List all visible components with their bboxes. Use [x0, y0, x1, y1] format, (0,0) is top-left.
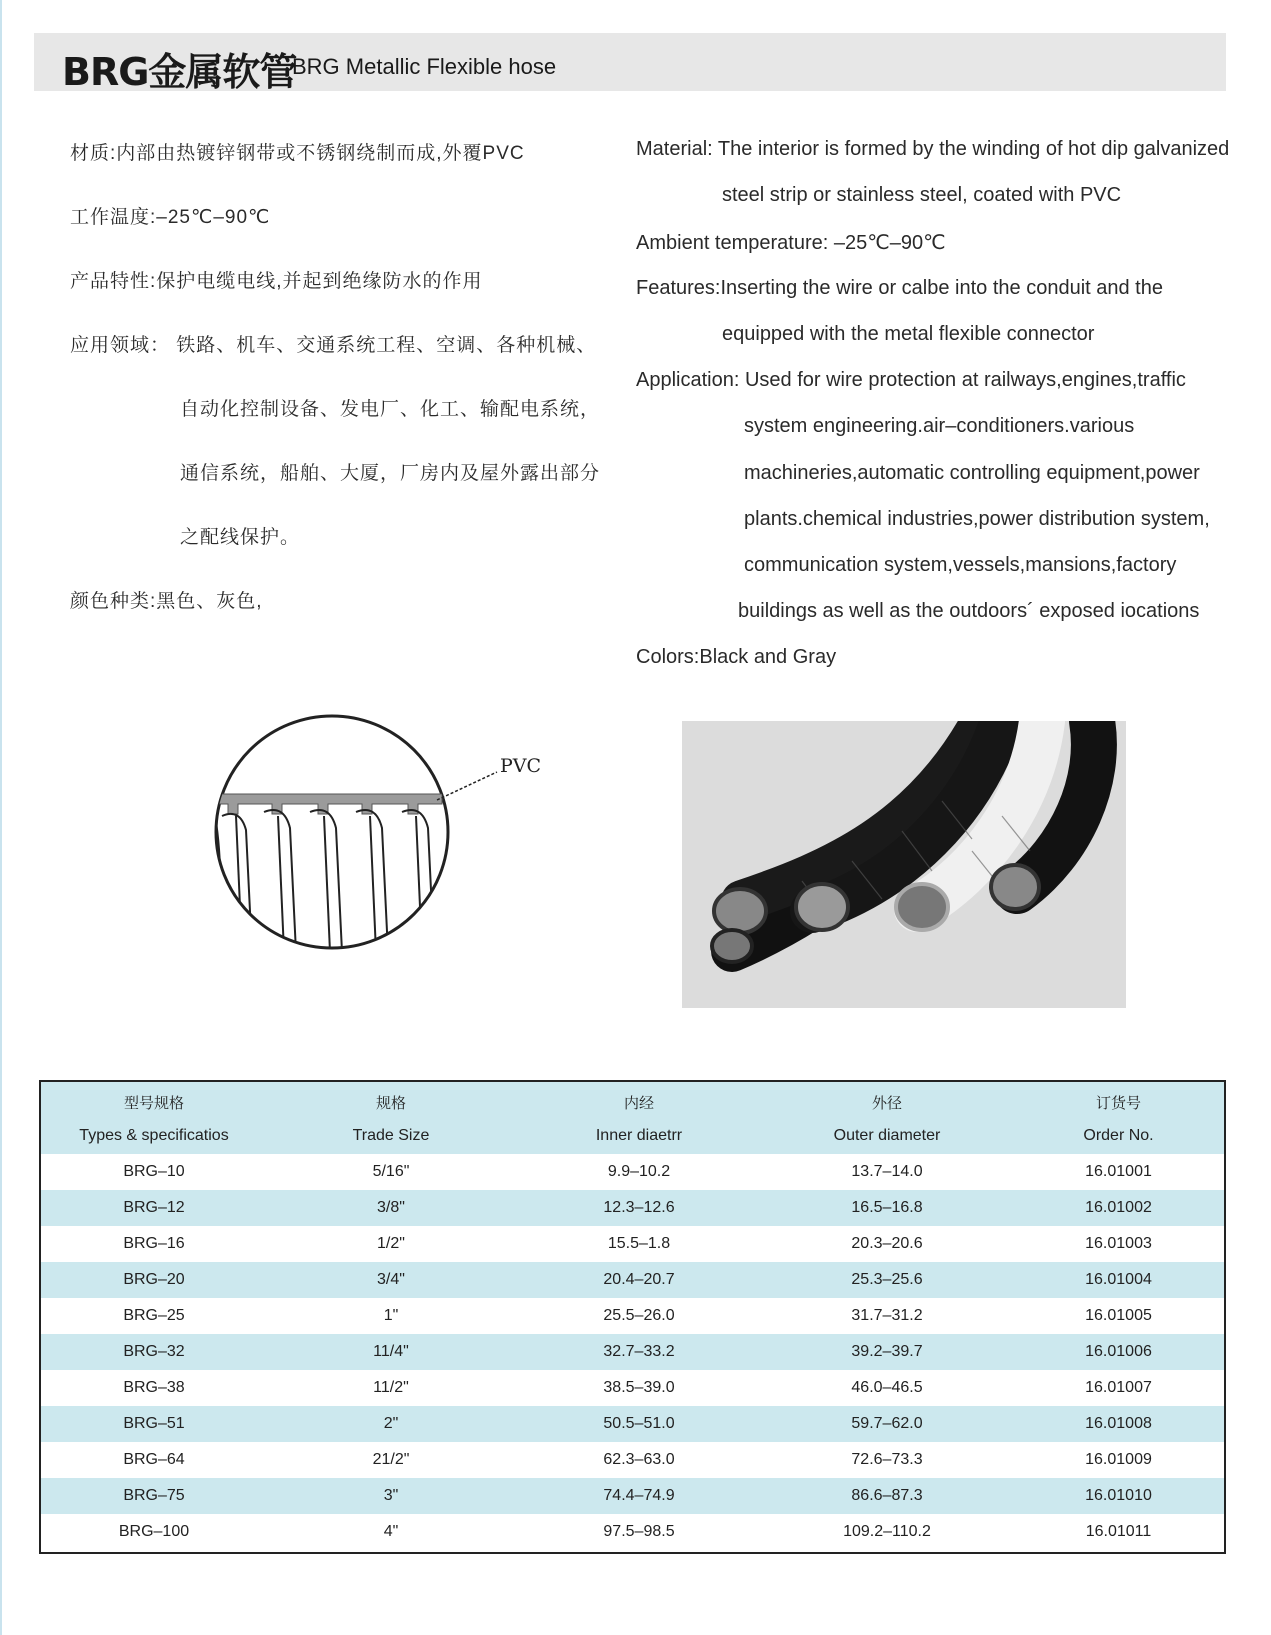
- table-row: [41, 1478, 1224, 1514]
- en-material: Material: The interior is formed by the winding of hot dip galvanized: [636, 138, 1230, 160]
- cell-order: 16.01008: [1085, 1415, 1152, 1432]
- title-banner: [34, 33, 1226, 94]
- cn-material: 材质:内部由热镀锌钢带或不锈钢绕制而成,外覆PVC: [70, 143, 525, 164]
- table-row: [41, 1190, 1224, 1226]
- en-material-cont: steel strip or stainless steel, coated with PVC: [722, 184, 1122, 206]
- cell-inner: 25.5–26.0: [603, 1307, 675, 1324]
- cell-order: 16.01005: [1085, 1307, 1152, 1324]
- table-row: [41, 1298, 1224, 1334]
- left-edge-rule: [0, 0, 2, 1635]
- page-title-cn: BRG金属软管: [62, 50, 297, 94]
- cell-type: BRG–16: [123, 1235, 185, 1252]
- cn-application: 应用领域： 铁路、机车、交通系统工程、空调、各种机械、: [70, 335, 597, 356]
- cell-trade-size: 2": [383, 1415, 399, 1432]
- cell-outer: 59.7–62.0: [851, 1415, 923, 1432]
- cell-order: 16.01004: [1085, 1271, 1152, 1288]
- cell-trade-size: 3/8": [377, 1199, 405, 1216]
- cn-application-cont: 通信系统，船舶、大厦，厂房内及屋外露出部分: [180, 463, 601, 484]
- cn-temperature: 工作温度:–25℃–90℃: [70, 207, 271, 228]
- en-colors: Colors:Black and Gray: [636, 646, 837, 668]
- cell-type: BRG–51: [123, 1415, 185, 1432]
- table-row: [41, 1154, 1224, 1190]
- table-row: [41, 1334, 1224, 1370]
- header-types-en: Types & specificatios: [79, 1127, 229, 1144]
- cell-inner: 20.4–20.7: [603, 1271, 675, 1288]
- cell-inner: 12.3–12.6: [603, 1199, 675, 1216]
- header-outer-en: Outer diameter: [833, 1127, 941, 1144]
- cell-inner: 32.7–33.2: [603, 1343, 675, 1360]
- cell-order: 16.01003: [1085, 1235, 1152, 1252]
- cell-trade-size: 1": [383, 1307, 399, 1324]
- cell-type: BRG–25: [123, 1307, 185, 1324]
- cell-type: BRG–100: [118, 1523, 190, 1540]
- pvc-label: PVC: [500, 755, 542, 777]
- cell-type: BRG–20: [123, 1271, 185, 1288]
- en-features-cont: equipped with the metal flexible connector: [722, 323, 1095, 345]
- cell-inner: 9.9–10.2: [607, 1163, 671, 1180]
- header-trade-size-cn: 规格: [375, 1094, 406, 1112]
- cell-outer: 109.2–110.2: [843, 1523, 931, 1540]
- header-order-en: Order No.: [1083, 1127, 1154, 1144]
- cell-outer: 31.7–31.2: [851, 1307, 923, 1324]
- header-order-cn: 订货号: [1095, 1094, 1141, 1112]
- cn-features: 产品特性:保护电缆电线,并起到绝缘防水的作用: [70, 271, 483, 292]
- cell-order: 16.01002: [1085, 1199, 1152, 1216]
- page-title-en: BRG Metallic Flexible hose: [292, 54, 557, 79]
- cell-outer: 72.6–73.3: [851, 1451, 923, 1468]
- en-temperature: Ambient temperature: –25℃–90℃: [636, 232, 946, 254]
- cell-order: 16.01001: [1085, 1163, 1152, 1180]
- en-application-cont: communication system,vessels,mansions,factory: [744, 554, 1177, 576]
- cell-outer: 25.3–25.6: [851, 1271, 923, 1288]
- cell-outer: 39.2–39.7: [851, 1343, 923, 1360]
- table-row: [41, 1262, 1224, 1298]
- cell-inner: 74.4–74.9: [603, 1487, 675, 1504]
- cell-trade-size: 3/4": [377, 1271, 405, 1288]
- hose-cross-section-diagram: [212, 712, 572, 952]
- table-header: [41, 1082, 1224, 1154]
- en-application-cont: system engineering.air–conditioners.various: [744, 415, 1135, 437]
- cell-outer: 20.3–20.6: [851, 1235, 923, 1252]
- cell-order: 16.01007: [1085, 1379, 1152, 1396]
- table-row: [41, 1442, 1224, 1478]
- cell-trade-size: 11/2": [373, 1379, 409, 1396]
- table-row: [41, 1226, 1224, 1262]
- cell-trade-size: 3": [383, 1487, 399, 1504]
- header-types-cn: 型号规格: [123, 1094, 184, 1112]
- en-application: Application: Used for wire protection at railways,engines,traffic: [636, 369, 1186, 391]
- cell-type: BRG–38: [123, 1379, 185, 1396]
- product-photo: [682, 721, 1126, 1008]
- cell-type: BRG–64: [123, 1451, 185, 1468]
- header-trade-size-en: Trade Size: [352, 1127, 430, 1144]
- cell-type: BRG–32: [123, 1343, 185, 1360]
- cell-outer: 13.7–14.0: [851, 1163, 923, 1180]
- en-application-cont: plants.chemical industries,power distribution system,: [744, 508, 1210, 530]
- cell-inner: 97.5–98.5: [603, 1523, 675, 1540]
- cell-type: BRG–10: [123, 1163, 185, 1180]
- cell-trade-size: 21/2": [372, 1451, 410, 1468]
- cell-trade-size: 1/2": [377, 1235, 405, 1252]
- cell-inner: 62.3–63.0: [603, 1451, 675, 1468]
- cell-trade-size: 11/4": [373, 1343, 409, 1360]
- cell-order: 16.01006: [1085, 1343, 1152, 1360]
- header-outer-cn: 外径: [871, 1094, 902, 1112]
- cell-order: 16.01009: [1085, 1451, 1152, 1468]
- cell-inner: 50.5–51.0: [603, 1415, 675, 1432]
- cell-order: 16.01011: [1085, 1523, 1152, 1540]
- cn-colors: 颜色种类:黑色、灰色,: [70, 591, 263, 612]
- spec-table: [39, 1080, 1226, 1554]
- en-application-cont: buildings as well as the outdoors´ exposed iocations: [738, 600, 1200, 622]
- table-row: [41, 1406, 1224, 1442]
- cell-outer: 46.0–46.5: [851, 1379, 923, 1396]
- cell-trade-size: 4": [383, 1523, 399, 1540]
- cell-outer: 16.5–16.8: [851, 1199, 923, 1216]
- en-features: Features:Inserting the wire or calbe into the conduit and the: [636, 277, 1163, 299]
- table-row: [41, 1370, 1224, 1406]
- cell-outer: 86.6–87.3: [851, 1487, 923, 1504]
- en-application-cont: machineries,automatic controlling equipment,power: [744, 462, 1200, 484]
- cell-inner: 38.5–39.0: [603, 1379, 675, 1396]
- header-inner-en: Inner diaetrr: [595, 1127, 683, 1144]
- cn-application-cont: 之配线保护。: [180, 527, 301, 548]
- cn-application-cont: 自动化控制设备、发电厂、化工、输配电系统，: [180, 399, 601, 420]
- cell-order: 16.01010: [1085, 1487, 1152, 1504]
- cell-inner: 15.5–1.8: [607, 1235, 671, 1252]
- cell-trade-size: 5/16": [372, 1163, 410, 1180]
- cell-type: BRG–12: [123, 1199, 185, 1216]
- header-inner-cn: 内经: [623, 1094, 654, 1112]
- cell-type: BRG–75: [123, 1487, 185, 1504]
- table-row: [41, 1514, 1224, 1550]
